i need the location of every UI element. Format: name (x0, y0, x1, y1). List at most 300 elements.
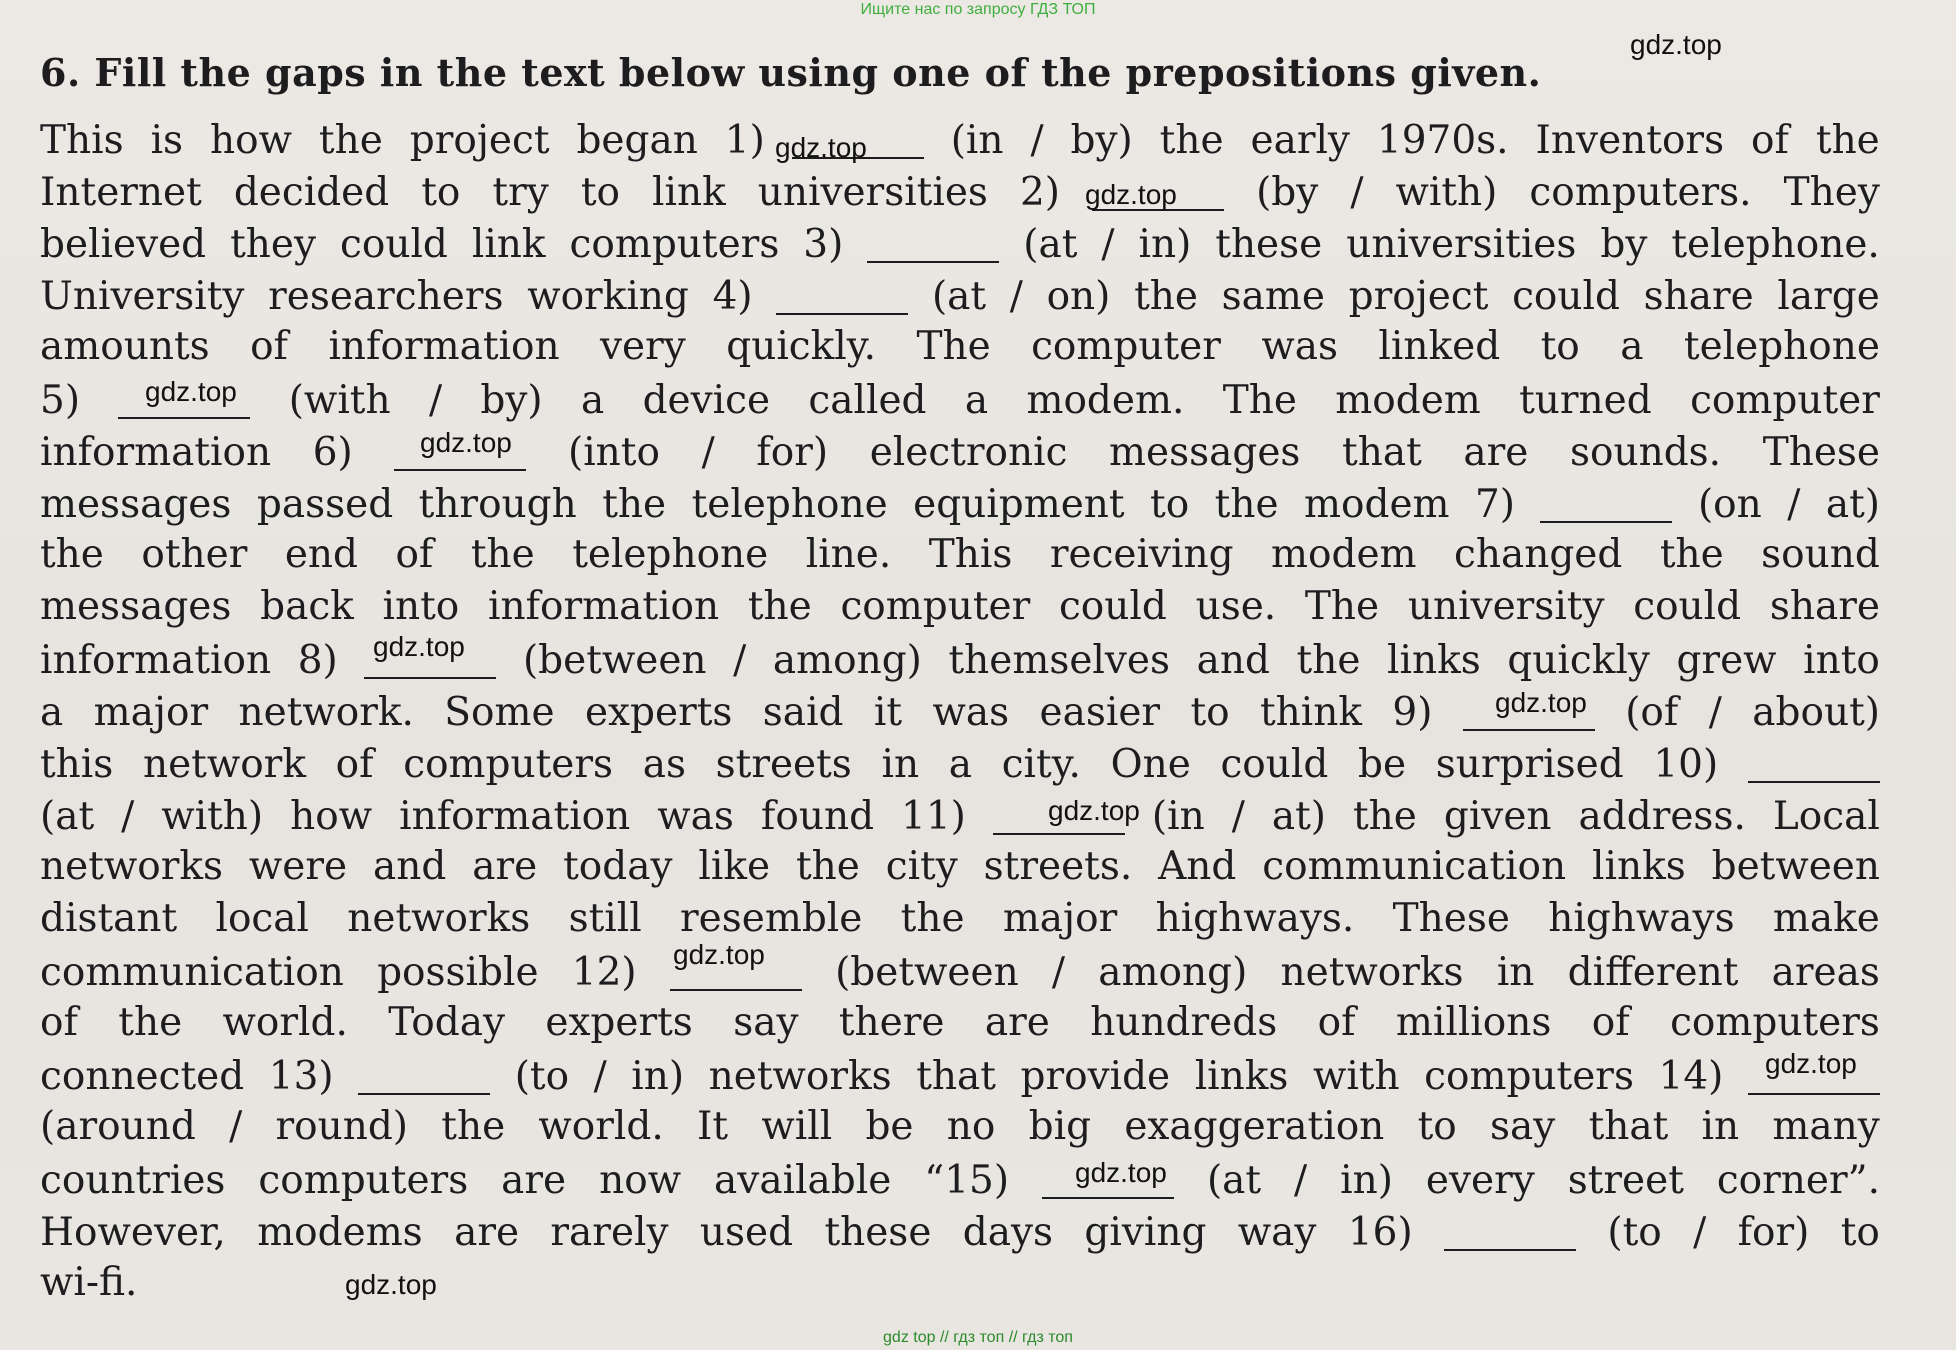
watermark: gdz.top (1495, 687, 1587, 718)
word: link (471, 222, 546, 267)
word: the (118, 1000, 183, 1045)
word: Today (388, 1000, 505, 1045)
word: the (602, 482, 667, 527)
word: the (1159, 118, 1224, 163)
word: / (1294, 1158, 1308, 1203)
watermark: gdz.top (420, 427, 512, 458)
word: city (885, 844, 958, 889)
word: are (1463, 430, 1529, 475)
word: by (1600, 222, 1648, 267)
word: decided (233, 170, 390, 215)
word: (between (835, 950, 1019, 995)
word: modem. (1026, 378, 1185, 423)
word: the (900, 896, 965, 941)
word: However, (40, 1210, 226, 1255)
word: (by (1256, 170, 1319, 215)
word: possible (377, 950, 539, 995)
word: connected (40, 1054, 245, 1099)
text-line (40, 165, 1880, 217)
word: / (121, 794, 135, 839)
watermark: gdz.top (1075, 1157, 1167, 1188)
word: Inventors (1535, 118, 1725, 163)
answer-blank[interactable] (776, 275, 908, 315)
watermark: gdz.top (775, 132, 867, 163)
word: (with (288, 378, 391, 423)
word: (on (1697, 482, 1762, 527)
word: they (230, 222, 317, 267)
word: the (318, 118, 383, 163)
word: corner”. (1716, 1158, 1880, 1203)
word: computers. (1529, 170, 1752, 215)
word: at) (1271, 794, 1326, 839)
word: round) (275, 1104, 409, 1149)
word: about) (1752, 690, 1880, 735)
word: of (395, 532, 434, 577)
word: Some (444, 690, 555, 735)
answer-blank[interactable] (358, 1055, 490, 1095)
word: still (568, 896, 642, 941)
word: end (284, 532, 358, 577)
word: / (1101, 222, 1115, 267)
word: computers (1670, 1000, 1880, 1045)
word: 4) (712, 274, 753, 319)
word: world. (538, 1104, 664, 1149)
word: on) (1046, 274, 1111, 319)
word: big (1028, 1104, 1092, 1149)
word: computers (569, 222, 780, 267)
word: could (1633, 584, 1742, 629)
word: information (328, 324, 560, 369)
word: how (290, 794, 373, 839)
word: in) (1340, 1158, 1393, 1203)
word: link (652, 170, 726, 215)
word: in (1496, 950, 1535, 995)
word: computer (1031, 324, 1221, 369)
word: links (1387, 638, 1481, 683)
word: network (142, 742, 306, 787)
word: universities (757, 170, 988, 215)
word: that (1588, 1104, 1669, 1149)
word: in) (1138, 222, 1192, 267)
word: / (1051, 950, 1066, 995)
word: of (1317, 1000, 1356, 1045)
word: make (1772, 896, 1880, 941)
word: address. (1578, 794, 1746, 839)
word: in (1701, 1104, 1740, 1149)
text-line (40, 269, 1880, 321)
word: changed (1454, 532, 1623, 577)
text-line (40, 1101, 1880, 1153)
word: say (733, 1000, 799, 1045)
word: streets (715, 742, 852, 787)
answer-blank[interactable] (1748, 743, 1880, 783)
word: into (382, 584, 460, 629)
word: linked (1378, 324, 1501, 369)
word: surprised (1435, 742, 1624, 787)
word: for) (1737, 1210, 1810, 1255)
word: networks (708, 1054, 892, 1099)
text-line (40, 1153, 1880, 1205)
word: are (501, 1158, 567, 1203)
text-line (40, 581, 1880, 633)
word: with) (161, 794, 264, 839)
word: They (1783, 170, 1880, 215)
word: that (916, 1054, 996, 1099)
word: to (1840, 1210, 1880, 1255)
word: millions (1395, 1000, 1552, 1045)
word: (of (1625, 690, 1679, 735)
word: now (599, 1158, 682, 1203)
word: a (40, 690, 64, 735)
word: highways. (1155, 896, 1355, 941)
word: major (1002, 896, 1118, 941)
text-line (40, 321, 1880, 373)
word: networks (40, 844, 224, 889)
word: that (1342, 430, 1422, 475)
word: with (1312, 1054, 1400, 1099)
word: distant (40, 896, 178, 941)
text-line (40, 997, 1880, 1049)
word: be (1358, 742, 1407, 787)
word: 5) (40, 378, 81, 423)
text-line (40, 373, 1880, 425)
word: “15) (924, 1158, 1010, 1203)
word: computers (1424, 1054, 1634, 1099)
word: networks (1280, 950, 1464, 995)
answer-blank[interactable] (1540, 483, 1672, 523)
word: information (488, 584, 720, 629)
word: and (373, 844, 447, 889)
word: street (1567, 1158, 1684, 1203)
word: grew (1676, 638, 1777, 683)
word: network. (238, 690, 414, 735)
watermark: gdz.top (145, 376, 237, 407)
word: major (93, 690, 209, 735)
word: information (40, 430, 272, 475)
word: could (340, 222, 448, 267)
word: 10) (1653, 742, 1719, 787)
word: same (1221, 274, 1325, 319)
word: no (946, 1104, 996, 1149)
word: like (698, 844, 771, 889)
word: as (642, 742, 686, 787)
word: The (1304, 584, 1380, 629)
word: between (1711, 844, 1880, 889)
word: / (733, 638, 747, 683)
word: telephone (572, 532, 769, 577)
word: countries (40, 1158, 226, 1203)
text-line (40, 633, 1880, 685)
text-line (40, 893, 1880, 945)
word: was (932, 690, 1010, 735)
word: (to (514, 1054, 570, 1099)
word: modem (1304, 482, 1450, 527)
word: areas (1771, 950, 1880, 995)
word: / (701, 430, 715, 475)
word: (at (1023, 222, 1078, 267)
word: different (1567, 950, 1739, 995)
text-line (40, 737, 1880, 789)
word: were (248, 844, 348, 889)
word: to (1150, 482, 1190, 527)
answer-blank[interactable] (1444, 1211, 1576, 1251)
word: are (454, 1210, 520, 1255)
word: links (1194, 1054, 1289, 1099)
word: with) (1395, 170, 1498, 215)
word: messages (40, 584, 232, 629)
word: working (527, 274, 689, 319)
word: these (1215, 222, 1323, 267)
word: And (1158, 844, 1237, 889)
word: / (1350, 170, 1364, 215)
word: 8) (297, 638, 338, 683)
word: / (1693, 1210, 1707, 1255)
word: be (865, 1104, 914, 1149)
word: 13) (268, 1054, 334, 1099)
word: (into (567, 430, 660, 475)
word: share (1643, 274, 1754, 319)
word: was (657, 794, 734, 839)
word: This (928, 532, 1013, 577)
word: how (210, 118, 292, 163)
word: / (229, 1104, 243, 1149)
word: information (40, 638, 272, 683)
word: said (762, 690, 844, 735)
word: local (215, 896, 309, 941)
word: back (260, 584, 354, 629)
word: (at (931, 274, 987, 319)
word: (at (40, 794, 95, 839)
word: was (1261, 324, 1338, 369)
text-line (40, 1205, 1880, 1257)
text-line (40, 685, 1880, 737)
word: 14) (1658, 1054, 1724, 1099)
text-line (40, 217, 1880, 269)
word: to (580, 170, 620, 215)
word: the (1296, 638, 1361, 683)
word: began (576, 118, 698, 163)
word: networks (347, 896, 531, 941)
word: hundreds (1090, 1000, 1278, 1045)
word: in) (631, 1054, 685, 1099)
word: computer (840, 584, 1031, 629)
word: Internet (40, 170, 202, 215)
word: today (563, 844, 673, 889)
word: 11) (901, 794, 966, 839)
text-line (40, 425, 1880, 477)
word: a (580, 378, 605, 423)
word: / (1030, 118, 1044, 163)
word: themselves (948, 638, 1171, 683)
word: city. (1001, 742, 1081, 787)
word: University (40, 274, 245, 319)
word: passed (256, 482, 394, 527)
word: This (40, 118, 124, 163)
word: early (1250, 118, 1350, 163)
word: these (824, 1210, 932, 1255)
word: believed (40, 222, 207, 267)
word: a (1620, 324, 1644, 369)
word: / (1009, 274, 1023, 319)
word: One (1110, 742, 1191, 787)
bottom-banner: gdz top // гдз топ // гдз топ (883, 1329, 1073, 1346)
word: use. (1195, 584, 1277, 629)
text-line (40, 841, 1880, 893)
word: sound (1761, 532, 1880, 577)
text-line (40, 113, 1880, 165)
word: telephone (691, 482, 888, 527)
word: very (600, 324, 686, 369)
word: to (1540, 324, 1580, 369)
word: to (1417, 1104, 1457, 1149)
word: / (1787, 482, 1801, 527)
word: share (1769, 584, 1880, 629)
word: modem (1335, 378, 1481, 423)
text-line (40, 477, 1880, 529)
word: project (409, 118, 550, 163)
word: the (470, 532, 535, 577)
word: are (472, 844, 538, 889)
word: / (593, 1054, 607, 1099)
word: telephone. (1671, 222, 1880, 267)
word: sounds. (1569, 430, 1722, 475)
word: given (1443, 794, 1552, 839)
word: every (1425, 1158, 1535, 1203)
word: way (1237, 1210, 1317, 1255)
word: and (1196, 638, 1270, 683)
word: resemble (680, 896, 863, 941)
word: links (1592, 844, 1686, 889)
word: the (1352, 794, 1417, 839)
word: available (714, 1158, 892, 1203)
word: there (838, 1000, 945, 1045)
word: These (1392, 896, 1510, 941)
word: many (1772, 1104, 1880, 1149)
word: 16) (1347, 1210, 1413, 1255)
word: researchers (268, 274, 504, 319)
word: the (441, 1104, 506, 1149)
word: a (964, 378, 989, 423)
text-line (40, 945, 1880, 997)
word: (at (1206, 1158, 1262, 1203)
word: the (1659, 532, 1724, 577)
word: communication (40, 950, 344, 995)
word: / (1231, 794, 1245, 839)
word: The (916, 324, 991, 369)
word: highways (1548, 896, 1735, 941)
word: by) (1070, 118, 1133, 163)
word: university (1407, 584, 1605, 629)
word: provide (1020, 1054, 1171, 1099)
word: experts (584, 690, 733, 735)
word: are (984, 1000, 1050, 1045)
word: wi-fi. (40, 1260, 138, 1305)
word: turned (1519, 378, 1652, 423)
word: into (1803, 638, 1880, 683)
word: experts (545, 1000, 693, 1045)
answer-blank[interactable] (867, 223, 999, 263)
word: Local (1772, 794, 1880, 839)
word: of (335, 742, 374, 787)
word: (in (1151, 794, 1205, 839)
watermark: gdz.top (345, 1269, 437, 1300)
word: messages (1109, 430, 1301, 475)
word: easier (1039, 690, 1161, 735)
word: quickly (1507, 638, 1650, 683)
word: is (150, 118, 184, 163)
word: found (760, 794, 875, 839)
word: the (747, 584, 812, 629)
word: electronic (869, 430, 1068, 475)
word: think (1259, 690, 1362, 735)
word: days (962, 1210, 1054, 1255)
word: say (1489, 1104, 1556, 1149)
word: in (881, 742, 920, 787)
word: universities (1346, 222, 1577, 267)
word: modems (257, 1210, 423, 1255)
text-line (40, 1257, 1880, 1309)
word: (between (522, 638, 707, 683)
word: other (141, 532, 248, 577)
word: for) (756, 430, 829, 475)
word: 3) (803, 222, 844, 267)
watermark: gdz.top (1765, 1048, 1857, 1079)
word: of (1591, 1000, 1630, 1045)
word: 6) (312, 430, 353, 475)
word: world. (222, 1000, 348, 1045)
word: will (761, 1104, 833, 1149)
word: information (399, 794, 631, 839)
word: (around (40, 1104, 196, 1149)
word: could (1512, 274, 1620, 319)
word: could (1058, 584, 1167, 629)
word: telephone (1683, 324, 1880, 369)
watermark: gdz.top (373, 631, 465, 662)
word: could (1220, 742, 1329, 787)
word: rarely (550, 1210, 669, 1255)
word: / (428, 378, 443, 423)
word: it (873, 690, 903, 735)
watermark: gdz.top (1048, 795, 1140, 826)
word: modem (1271, 532, 1417, 577)
word: communication (1262, 844, 1567, 889)
watermark: gdz.top (1085, 179, 1177, 210)
word: 7) (1474, 482, 1516, 527)
exercise-text (40, 113, 1880, 1309)
word: computer (1690, 378, 1880, 423)
word: called (808, 378, 927, 423)
word: of (250, 324, 288, 369)
word: giving (1084, 1210, 1207, 1255)
word: to (1190, 690, 1230, 735)
word: the (40, 532, 104, 577)
word: The (1222, 378, 1297, 423)
text-line (40, 1049, 1880, 1101)
word: to (421, 170, 461, 215)
word: try (492, 170, 549, 215)
word: (to (1607, 1210, 1662, 1255)
word: this (40, 742, 114, 787)
word: the (1214, 482, 1279, 527)
word: the (1815, 118, 1880, 163)
word: device (642, 378, 771, 423)
word: line. (805, 532, 892, 577)
word: (in (950, 118, 1004, 163)
word: 1970s. (1376, 118, 1509, 163)
watermark: gdz.top (673, 939, 765, 970)
word: computers (403, 742, 614, 787)
exercise-heading: 6. Fill the gaps in the text below using one of the prepositions given. (40, 50, 1542, 95)
